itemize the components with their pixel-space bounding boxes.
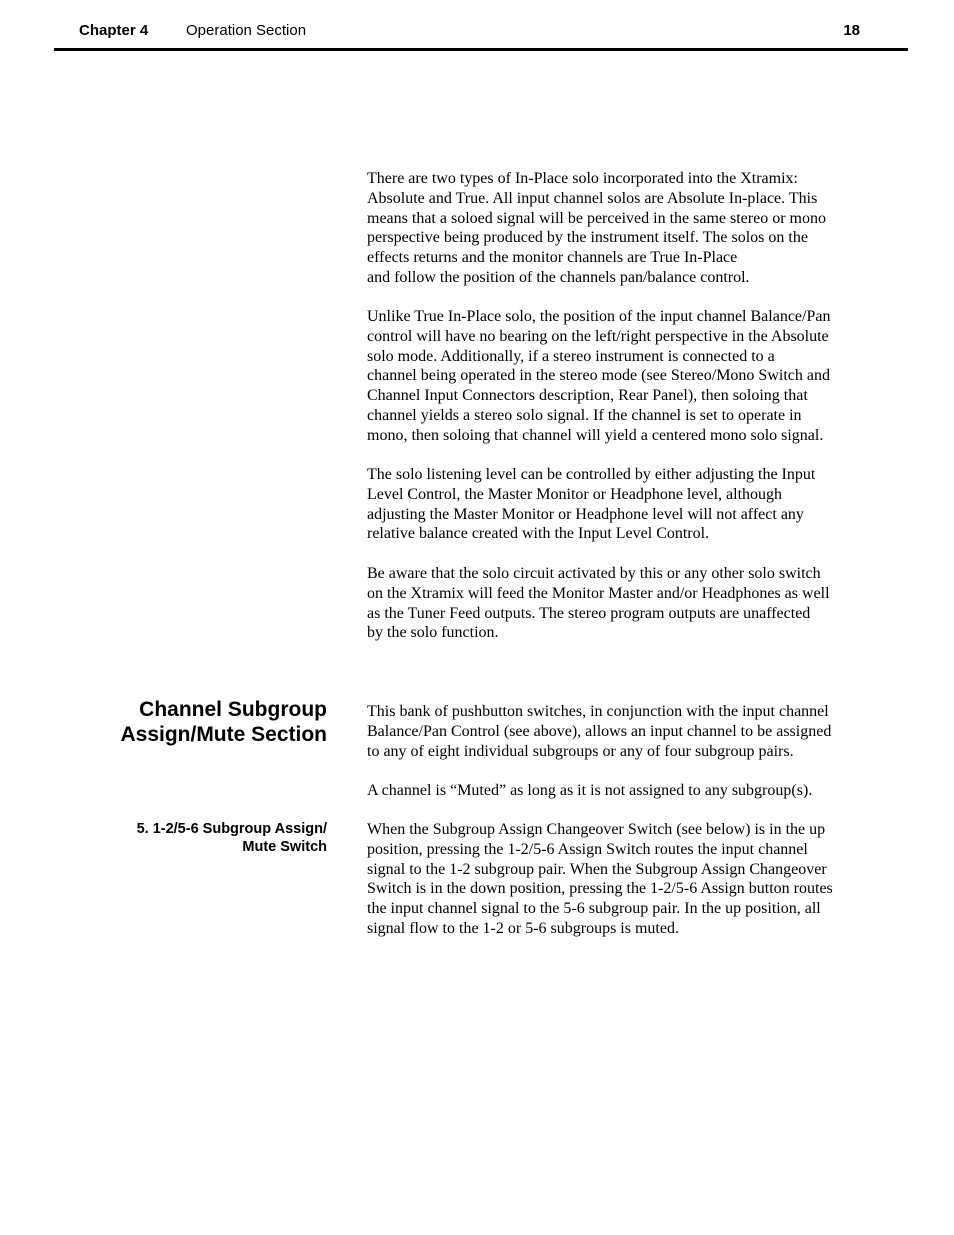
- subheading-assign-switch: [137, 820, 327, 856]
- section-heading-subgroup: [120, 697, 327, 747]
- solo-description: [367, 169, 872, 288]
- solo-paragraph-4: Be aware that the solo circuit activated by this or any other solo switch on the Xtramix will feed the Monitor Master and/or Headphones as well as the Tuner Feed outputs. The stereo program outputs are unaffected by the solo function.: [367, 565, 830, 642]
- solo-description-3: [367, 465, 872, 544]
- section-name: Operation Section: [186, 22, 307, 39]
- subgroup-paragraph-1: This bank of pushbutton switches, in conjunction with the input channel Balance/Pan Control (see above), allows an input channel to be assigned to any of eight individual subgroups or any of four subgroup pairs.: [367, 703, 832, 760]
- page-number: 18: [843, 22, 860, 39]
- subgroup-mute-note: [367, 781, 872, 801]
- solo-paragraph-3: The solo listening level can be controlled by either adjusting the Input Level Control, the Master Monitor or Headphone level, although adjusting the Master Monitor or Headphone level will not affect any relative balance created with the Input Level Control.: [367, 466, 816, 543]
- subgroup-intro: [367, 702, 872, 761]
- header-rule: [54, 48, 908, 51]
- subgroup-paragraph-2: A channel is “Muted” as long as it is not assigned to any subgroup(s).: [367, 782, 813, 799]
- assign-switch-heading-text: 5. 1-2/5-6 Subgroup Assign/ Mute Switch: [136, 821, 327, 855]
- assign-switch-paragraph: When the Subgroup Assign Changeover Switch (see below) is in the up position, pressing the 1-2/5-6 Assign Switch routes the input channel signal to the 1-2 subgroup pair. When the Subgroup Assign Changeover Switch is in the down position, pressing the 1-2/5-6 Assign button routes the input channel signal to the 5-6 subgroup pair. In the up position, all signal flow to the 1-2 or 5-6 subgroups is muted.: [367, 821, 833, 937]
- page-header: [54, 22, 908, 42]
- chapter-label: Chapter 4: [79, 22, 149, 39]
- assign-switch-description: [367, 820, 872, 939]
- solo-paragraph-2: Unlike True In-Place solo, the position of the input channel Balance/Pan control will have no bearing on the left/right perspective in the Absolute solo mode. Additionally, if a stereo instrument is connected to a channel being operated in the stereo mode (see Stereo/Mono Switch and Channel Input Connectors description, Rear Panel), then soloing that channel yields a stereo solo signal. If the channel is set to operate in mono, then soloing that channel will yield a centered mono solo signal.: [367, 308, 831, 444]
- subgroup-heading-text: Channel Subgroup Assign/Mute Section: [120, 698, 327, 746]
- solo-description-2: [367, 307, 872, 446]
- solo-description-4: [367, 564, 872, 643]
- solo-paragraph-1: There are two types of In-Place solo incorporated into the Xtramix: Absolute and True. All input channel solos are Absolute In-place. This means that a soloed signal will be perceived in the same stereo or mono perspective being produced by the instrument itself. The solos on the effects returns and the monitor channels are True In-Place and follow the position of the channels pan/balance control.: [367, 170, 826, 286]
